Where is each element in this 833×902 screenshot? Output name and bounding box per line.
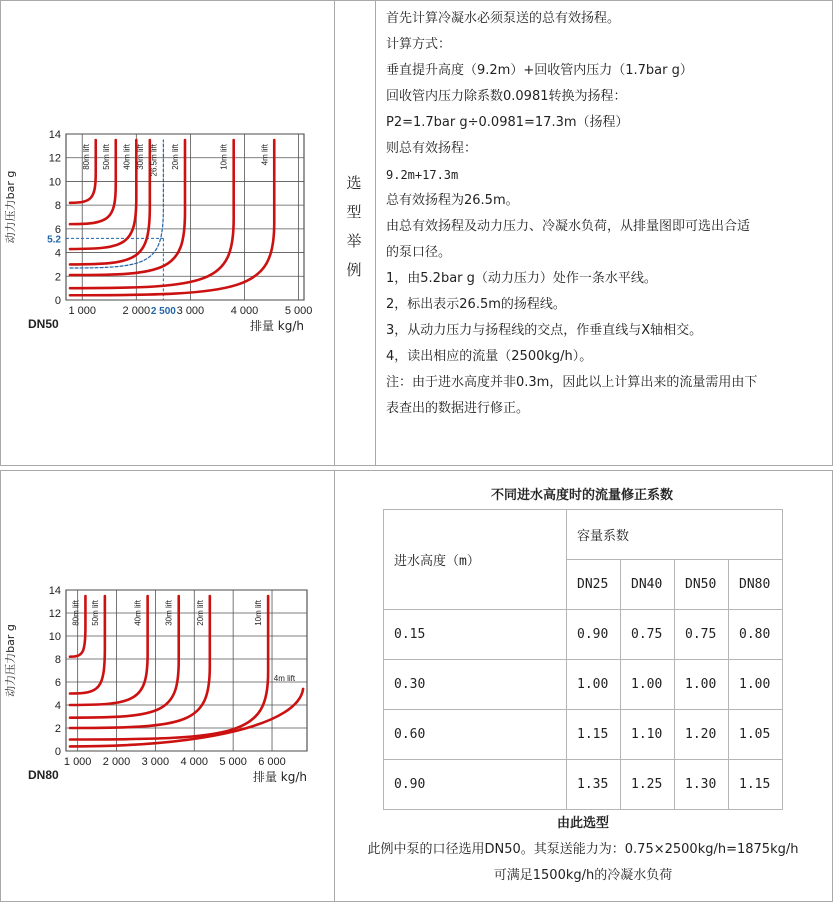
height-cell: 0.30 [384,660,567,710]
series-label: 30m lift [164,600,174,626]
desc-line: 总有效扬程为26.5m。 [386,193,519,208]
value-cell: 0.75 [621,610,675,660]
row-header-cell: 进水高度（m） [384,510,567,610]
y-tick-label: 6 [54,223,61,236]
value-cell: 0.80 [729,610,783,660]
y-tick-label: 10 [48,631,61,643]
x-tick-label: 6 000 [258,756,286,768]
y-tick-label: 4 [54,247,61,260]
desc-line: 回收管内压力除系数0.0981转换为扬程： [386,89,627,104]
value-cell: 1.00 [675,660,729,710]
column-header: DN80 [729,560,783,610]
desc-line: 首先计算冷凝水必须泵送的总有效扬程。 [386,11,621,26]
y-tick-label: 12 [48,608,61,620]
annotation-x-label: 2 500 [150,306,176,317]
height-cell: 0.60 [384,710,567,760]
desc-line: 4，读出相应的流量（2500kg/h）。 [386,349,593,364]
height-cell: 0.90 [384,760,567,810]
dn50-chart-svg [0,120,330,335]
value-cell: 1.10 [621,710,675,760]
x-tick-label: 5 000 [284,305,313,317]
series-label: 40m lift [133,600,143,626]
example-description [386,6,826,422]
x-tick-label: 3 000 [141,756,170,768]
value-cell: 1.00 [729,660,783,710]
dn50-chart [0,120,330,335]
side-label-text: 选型举例 [344,174,363,291]
group-header-cell: 容量系数 [567,510,783,560]
value-cell: 0.90 [567,610,621,660]
x-tick-label: 2 000 [102,756,131,768]
series-label: 4m lift [260,144,270,166]
column-header: DN25 [567,560,621,610]
series-label: 26.5m lift [149,144,159,177]
height-cell: 0.15 [384,610,567,660]
desc-line: 3，从动力压力与扬程线的交点，作垂直线与X轴相交。 [386,323,703,338]
x-axis-label: 排量 kg/h [252,770,307,784]
x-axis-label: 排量 kg/h [249,319,304,333]
selection-example-label [334,0,374,465]
desc-line: 计算方式： [386,37,452,52]
x-tick-label: 3 000 [176,305,205,317]
x-tick-label: 4 000 [230,305,259,317]
series-label: 20m lift [171,144,180,170]
y-tick-label: 0 [54,746,61,758]
desc-line: 1，由5.2bar g（动力压力）处作一条水平线。 [386,271,657,286]
x-tick-label: 5 000 [219,756,247,768]
desc-line: 由总有效扬程及动力压力、冷凝水负荷，从排量图即可选出合适 [386,219,751,234]
desc-line: 2，标出表示26.5m的扬程线。 [386,297,566,312]
y-tick-label: 2 [54,271,61,284]
y-tick-label: 14 [48,129,61,141]
desc-line: 9.2m+17.3m [386,168,459,182]
value-cell: 1.20 [675,710,729,760]
value-cell: 1.15 [729,760,783,810]
value-cell: 1.25 [621,760,675,810]
desc-line: 表查出的数据进行修正。 [386,401,530,416]
annotation-y-label: 5.2 [47,234,61,246]
table-row [384,760,783,810]
value-cell: 1.05 [729,710,783,760]
series-label: 20m lift [195,600,205,626]
value-cell: 1.35 [567,760,621,810]
column-header: DN40 [621,560,675,610]
series-label: 50m lift [90,600,100,626]
top-divider-2 [375,0,376,466]
bottom-divider [334,470,335,902]
series-label: 10m lift [254,600,264,626]
dn-label: DN80 [28,768,59,782]
desc-line: 的泵口径。 [386,245,452,260]
y-tick-label: 6 [54,677,61,689]
y-axis-label: 动力压力bar g [4,624,17,697]
desc-line: 注：由于进水高度并非0.3m，因此以上计算出来的流量需用由下 [386,375,758,390]
y-tick-label: 2 [54,723,61,735]
value-cell: 1.00 [621,660,675,710]
y-axis-label: 动力压力bar g [4,170,17,244]
table-row [384,710,783,760]
value-cell: 0.75 [675,610,729,660]
series-label: 80m lift [71,600,81,626]
series-label: 40m lift [122,144,132,170]
x-tick-label: 4 000 [180,756,209,768]
dn80-chart [0,580,330,785]
y-tick-label: 8 [54,654,61,666]
x-tick-label: 1 000 [68,305,96,317]
series-label: 10m lift [219,144,229,170]
desc-line: 则总有效扬程： [386,141,478,156]
y-tick-label: 0 [54,295,61,307]
desc-line: P2=1.7bar g÷0.0981=17.3m（扬程） [386,115,629,130]
correction-table [383,509,783,810]
series-label: 30m lift [135,144,145,170]
column-header: DN50 [675,560,729,610]
value-cell: 1.00 [567,660,621,710]
series-label: 50m lift [101,144,111,170]
y-tick-label: 12 [48,152,61,165]
table-row [384,660,783,710]
dn-label: DN50 [28,317,59,331]
y-tick-label: 10 [48,176,61,189]
correction-table-title: 不同进水高度时的流量修正系数 [490,488,673,503]
value-cell: 1.30 [675,760,729,810]
value-cell: 1.15 [567,710,621,760]
x-tick-label: 2 000 [122,305,151,317]
x-tick-label: 1 000 [63,756,92,768]
result-line-2: 可满足1500kg/h的冷凝水负荷 [493,868,673,883]
dn80-chart-svg [0,580,330,785]
series-label: 4m lift [273,673,296,683]
series-label: 80m lift [81,144,91,170]
result-line-1: 此例中泵的口径选用DN50。其泵送能力为：0.75×2500kg/h=1875kg/h [367,842,799,857]
table-row [384,610,783,660]
y-tick-label: 8 [54,200,61,213]
y-tick-label: 4 [54,700,61,712]
y-tick-label: 14 [48,585,61,597]
result-title: 由此选型 [556,816,609,831]
desc-line: 垂直提升高度（9.2m）+回收管内压力（1.7bar g） [386,63,693,78]
